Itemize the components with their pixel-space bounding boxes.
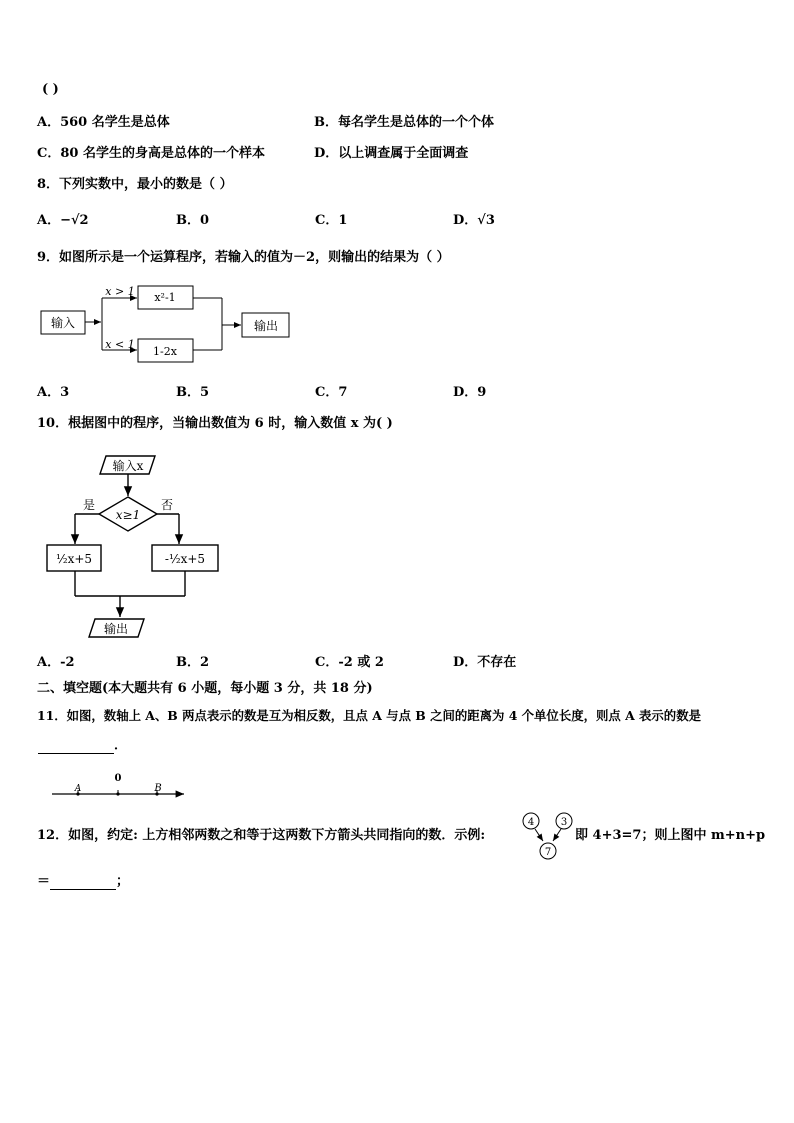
- option-text: -2 或 2: [338, 655, 384, 670]
- q11-label-origin: 0: [114, 773, 122, 784]
- q11-stem: 11．如图，数轴上 A、B 两点表示的数是互为相反数，且点 A 与点 B 之间的距离为 4 个单位长度，则点 A 表示的数是: [37, 708, 701, 723]
- q12-example-top-left: 4: [527, 817, 535, 828]
- option-text: −√2: [60, 213, 89, 228]
- q10-stem: 10．根据图中的程序，当输出数值为 6 时，输入数值 x 为( ): [37, 416, 393, 431]
- q12-answer-suffix: ；: [116, 874, 130, 889]
- option-text: 560 名学生是总体: [60, 115, 170, 130]
- q9-box-top-label: x²-1: [154, 291, 176, 304]
- q9-option-c: [315, 385, 347, 401]
- q10-yes-label: 是: [82, 498, 96, 512]
- option-letter: D．: [453, 655, 478, 670]
- q8-stem: 8．下列实数中，最小的数是（ ）: [37, 177, 233, 192]
- q12-stem: 12．如图，约定: 上方相邻两数之和等于这两数下方箭头共同指向的数．示例:: [37, 828, 486, 843]
- q10-left-box-label: ½x+5: [55, 552, 93, 566]
- option-text: √3: [477, 213, 495, 228]
- q9-option-b: [176, 385, 209, 401]
- q11-answer-blank[interactable]: [38, 740, 114, 754]
- option-letter: A．: [37, 655, 61, 670]
- q9-stem: 9．如图所示是一个运算程序，若输入的值为－2，则输出的结果为（ ）: [37, 250, 450, 265]
- option-letter: A．: [37, 385, 61, 400]
- option-letter: C．: [315, 385, 339, 400]
- q9-cond-top: x > 1: [105, 285, 135, 298]
- option-text: 3: [60, 385, 70, 400]
- option-text: 以上调查属于全面调查: [338, 146, 469, 161]
- option-letter: D．: [314, 146, 339, 161]
- q11-point-origin: [116, 792, 119, 795]
- option-text: 每名学生是总体的一个个体: [338, 115, 495, 130]
- q10-option-a: [37, 655, 75, 671]
- q10-option-b: [176, 655, 209, 671]
- option-text: 2: [200, 655, 210, 670]
- option-text: 1: [338, 213, 348, 228]
- q9-option-d: [453, 385, 486, 401]
- section-2-title: 二、填空题(本大题共有 6 小题，每小题 3 分，共 18 分): [37, 681, 373, 696]
- q11-label-a: A: [74, 784, 82, 794]
- q10-option-d: [453, 655, 516, 671]
- q12-example-bottom: 7: [544, 847, 552, 858]
- q10-right-box-label: -½x+5: [164, 552, 206, 566]
- option-letter: A．: [37, 213, 61, 228]
- option-letter: C．: [315, 655, 339, 670]
- option-text: -2: [60, 655, 75, 670]
- option-letter: D．: [453, 213, 478, 228]
- q10-input-label: 输入x: [112, 459, 144, 473]
- option-letter: C．: [315, 213, 339, 228]
- q10-no-label: 否: [160, 498, 174, 512]
- q12-answer-blank[interactable]: [50, 876, 116, 890]
- q11-answer-line: [38, 738, 127, 754]
- option-text: 不存在: [477, 655, 517, 670]
- q12-answer-prefix: ＝: [37, 874, 51, 889]
- option-letter: B．: [314, 115, 338, 130]
- q9-option-a: [37, 385, 69, 401]
- q9-output-label: 输出: [253, 319, 279, 333]
- option-letter: A．: [37, 115, 61, 130]
- option-text: 0: [200, 213, 210, 228]
- option-letter: B．: [176, 213, 200, 228]
- q11-blank-end: ．: [114, 738, 128, 753]
- q9-input-label: 输入: [50, 316, 76, 330]
- q9-box-bottom-label: 1-2x: [153, 345, 177, 358]
- option-letter: B．: [176, 385, 200, 400]
- q7-answer-paren: ( ): [42, 82, 59, 97]
- option-text: 7: [338, 385, 348, 400]
- option-text: 5: [200, 385, 210, 400]
- option-text: 9: [477, 385, 487, 400]
- q12-stem-tail: 即 4+3=7；则上图中 m+n+p: [575, 828, 766, 843]
- q10-output-label: 输出: [103, 622, 129, 636]
- q10-option-c: [315, 655, 384, 671]
- option-text: 80 名学生的身高是总体的一个样本: [60, 146, 265, 161]
- q12-answer-line: [37, 874, 129, 890]
- option-letter: C．: [37, 146, 61, 161]
- q11-label-b: B: [154, 783, 162, 794]
- q10-condition: x≥1: [115, 508, 141, 522]
- option-letter: D．: [453, 385, 478, 400]
- q12-example-top-right: 3: [560, 817, 568, 828]
- q9-cond-bottom: x < 1: [105, 338, 135, 351]
- option-letter: B．: [176, 655, 200, 670]
